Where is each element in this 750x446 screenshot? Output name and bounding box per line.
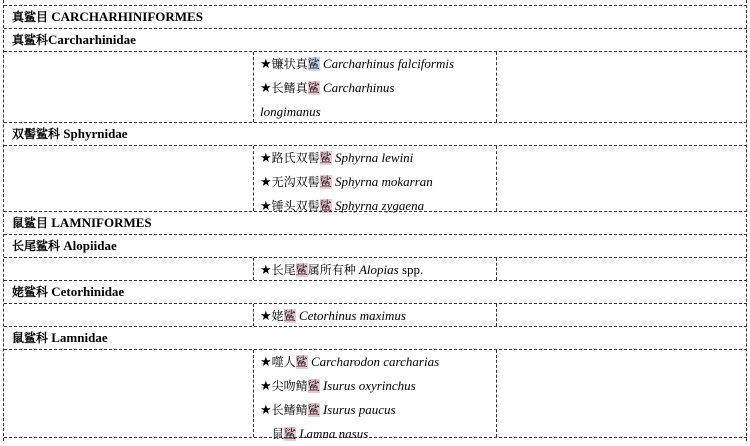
species-entry: ★长鳍真鲨 Carcharhinus: [260, 80, 395, 95]
appendix-iii-cell: [497, 52, 747, 122]
species-entry: 鼠鲨 Lamna nasus: [272, 426, 369, 441]
family-header-lamnidae: [4, 326, 747, 348]
species-entry: ★姥鲨 Cetorhinus maximus: [260, 308, 406, 323]
species-entry: ★长鳍鲭鲨 Isurus paucus: [260, 402, 396, 417]
family-header-carcharhinidae: [4, 28, 747, 50]
appendix-iii-cell: [497, 258, 747, 280]
family-header-alopiidae: [4, 234, 747, 256]
appendix-ii-cell: [254, 146, 497, 211]
appendix-i-cell: [4, 350, 254, 437]
order-latin: CARCHARHINIFORMES: [51, 9, 203, 24]
species-entry: ★长尾鲨属所有种 Alopias spp.: [260, 262, 424, 277]
appendix-ii-cell: [254, 52, 497, 122]
order-latin: LAMNIFORMES: [51, 215, 152, 230]
appendix-ii-cell: [254, 350, 497, 441]
family-cn: 鼠鲨科: [12, 331, 49, 345]
family-header-cetorhinidae: [4, 280, 747, 302]
family-latin: Lamnidae: [51, 330, 108, 345]
appendix-i-cell: [4, 258, 254, 280]
species-entry: ★镰状真鲨 Carcharhinus falciformis: [260, 56, 455, 71]
appendix-i-cell: [4, 146, 254, 211]
appendix-iii-cell: [497, 350, 747, 437]
family-latin: Sphyrnidae: [63, 126, 128, 141]
table-row: [4, 257, 747, 280]
family-latin: Carcharhinidae: [48, 32, 136, 47]
table-row: [4, 145, 747, 211]
family-cn: 真鲨科: [12, 33, 49, 47]
appendix-ii-cell: [254, 304, 497, 326]
table-row: [4, 51, 747, 122]
appendix-i-cell: [4, 52, 254, 122]
family-cn: 姥鲨科: [12, 285, 49, 299]
species-entry: ★路氏双髻鲨 Sphyrna lewini: [260, 150, 414, 165]
species-entry: ★尖吻鲭鲨 Isurus oxyrinchus: [260, 378, 416, 393]
appendix-i-cell: [4, 304, 254, 326]
species-entry: ★锤头双髻鲨 Sphyrna zygaena: [260, 198, 425, 213]
order-cn: 真鲨目: [12, 10, 49, 24]
family-latin: Alopiidae: [63, 238, 117, 253]
table-row: [4, 303, 747, 326]
family-header-sphyrnidae: [4, 122, 747, 144]
order-header-lamniformes: [4, 211, 747, 233]
appendix-iii-cell: [497, 304, 747, 326]
species-entry: ★无沟双髻鲨 Sphyrna mokarran: [260, 174, 433, 189]
species-entry-continued: longimanus: [260, 104, 321, 119]
family-latin: Cetorhinidae: [51, 284, 125, 299]
table-row: [4, 349, 747, 441]
species-entry: ★噬人鲨 Carcharodon carcharias: [260, 354, 440, 369]
family-cn: 长尾鲨科: [12, 239, 61, 253]
table-bottom-border: [4, 437, 747, 438]
order-cn: 鼠鲨目: [12, 216, 49, 230]
family-cn: 双髻鲨科: [12, 127, 61, 141]
appendix-ii-cell: [254, 258, 497, 280]
order-header-carcharhiniformes: [4, 5, 747, 27]
species-table: [3, 0, 747, 441]
appendix-iii-cell: [497, 146, 747, 211]
